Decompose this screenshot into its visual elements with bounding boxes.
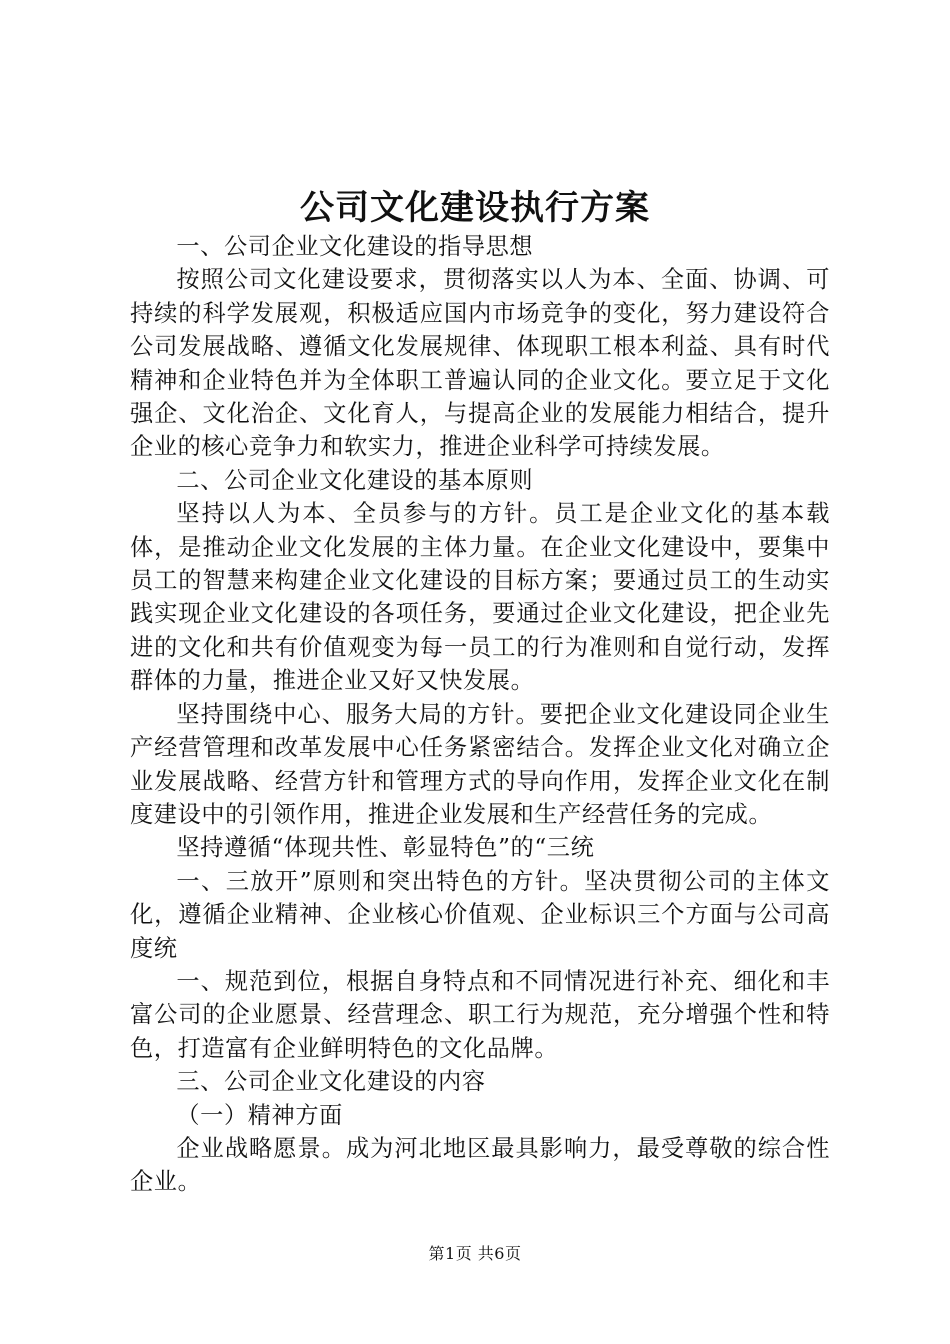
page-footer: 第1页 共6页 xyxy=(428,1244,522,1263)
paragraph-strategic-vision: 企业战略愿景。成为河北地区最具影响力，最受尊敬的综合性企业。 xyxy=(130,1134,830,1196)
paragraph-serve-overall: 坚持围绕中心、服务大局的方针。要把企业文化建设同企业生产经营管理和改革发展中心任务紧密结合。发挥企业文化对确立企业发展战略、经营方针和管理方式的导向作用，发挥企业文化在制度建设中的引领作用，推进企业发展和生产经营任务的完成。 xyxy=(130,700,830,828)
paragraph-people-oriented: 坚持以人为本、全员参与的方针。员工是企业文化的基本载体，是推动企业文化发展的主体力量。在企业文化建设中，要集中员工的智慧来构建企业文化建设的目标方案；要通过员工的生动实践实现企业文化建设的各项任务，要通过企业文化建设，把企业先进的文化和共有价值观变为每一员工的行为准则和自觉行动，发挥群体的力量，推进企业又好又快发展。 xyxy=(130,500,830,695)
section-heading-3: 三、公司企业文化建设的内容 xyxy=(176,1068,486,1096)
section-heading-2: 二、公司企业文化建设的基本原则 xyxy=(176,466,534,494)
subsection-heading-spirit: （一）精神方面 xyxy=(176,1101,343,1129)
paragraph-standardize: 一、规范到位，根据自身特点和不同情况进行补充、细化和丰富公司的企业愿景、经营理念、职工行为规范，充分增强个性和特色，打造富有企业鲜明特色的文化品牌。 xyxy=(130,967,830,1062)
document-body xyxy=(130,230,830,1199)
paragraph-guiding-thought: 按照公司文化建设要求，贯彻落实以人为本、全面、协调、可持续的科学发展观，积极适应国内市场竞争的变化，努力建设符合公司发展战略、遵循文化发展规律、体现职工根本利益、具有时代精神和企业特色并为全体职工普遍认同的企业文化。要立足于文化强企、文化治企、文化育人，与提高企业的发展能力相结合，提升企业的核心竞争力和软实力，推进企业科学可持续发展。 xyxy=(130,266,830,461)
paragraph-three-open: 一、三放开”原则和突出特色的方针。坚决贯彻公司的主体文化，遵循企业精神、企业核心价值观、企业标识三个方面与公司高度统 xyxy=(130,867,830,962)
paragraph-three-unified: 坚持遵循“体现共性、彰显特色”的“三统 xyxy=(176,834,595,862)
document-title: 公司文化建设执行方案 xyxy=(300,188,650,228)
section-heading-1: 一、公司企业文化建设的指导思想 xyxy=(176,233,534,260)
